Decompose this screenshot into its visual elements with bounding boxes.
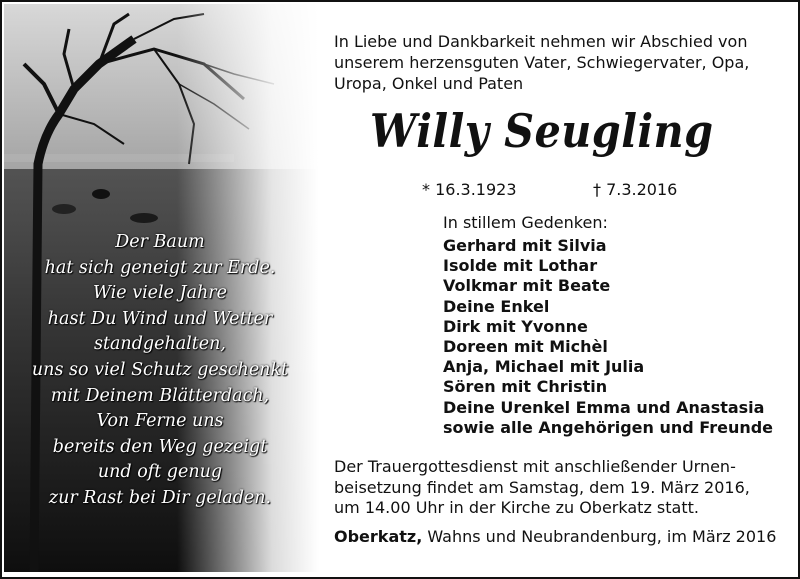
mourner-entry: Anja, Michael mit Julia bbox=[443, 357, 645, 377]
poem-line: hast Du Wind und Wetter bbox=[47, 308, 273, 329]
death-date: † 7.3.2016 bbox=[593, 180, 678, 199]
poem-line: standgehalten, bbox=[93, 334, 226, 355]
mourner-entry: Doreen mit Michèl bbox=[443, 337, 608, 357]
service-line: um 14.00 Uhr in der Kirche zu Oberkatz statt. bbox=[334, 498, 699, 517]
poem-line: Wie viele Jahre bbox=[93, 283, 227, 304]
mourner-entry: Gerhard mit Silvia bbox=[443, 236, 607, 255]
intro-line: In Liebe und Dankbarkeit nehmen wir Abschied von bbox=[334, 32, 748, 51]
service-info bbox=[334, 457, 770, 519]
poem-line: und oft genug bbox=[97, 462, 223, 483]
birth-date: * 16.3.1923 bbox=[422, 180, 517, 199]
poem-line: mit Deinem Blätterdach, bbox=[50, 385, 270, 406]
mourner-entry: Deine Urenkel Emma und Anastasia bbox=[443, 397, 765, 417]
mourner-entry: Isolde mit Lothar bbox=[443, 256, 598, 276]
poem-line: bereits den Weg gezeigt bbox=[52, 436, 268, 457]
mourner-entry: sowie alle Angehörigen und Freunde bbox=[443, 417, 774, 437]
mourner-entry: Sören mit Christin bbox=[443, 377, 608, 397]
mourners-list bbox=[443, 236, 773, 438]
service-line: beisetzung findet am Samstag, dem 19. März 2016, bbox=[334, 477, 750, 497]
poem-line: Der Baum bbox=[115, 232, 205, 252]
mourner-entry: Volkmar mit Beate bbox=[443, 276, 611, 296]
poem-line: hat sich geneigt zur Erde. bbox=[44, 257, 276, 278]
poem-line: Von Ferne uns bbox=[96, 411, 224, 432]
mourner-entry: Dirk mit Yvonne bbox=[443, 316, 588, 336]
poem-line: uns so viel Schutz geschenkt bbox=[31, 359, 289, 380]
intro-text bbox=[334, 31, 784, 94]
place-date-line bbox=[334, 527, 776, 546]
deceased-name: Willy Seugling bbox=[370, 104, 714, 158]
service-line: Der Trauergottesdienst mit anschließender Urnen- bbox=[334, 457, 736, 476]
place-detail: Wahns und Neubrandenburg, im März 2016 bbox=[422, 527, 777, 546]
intro-line: unserem herzensguten Vater, Schwiegervater, Opa, bbox=[334, 53, 750, 72]
poem-line: zur Rast bei Dir geladen. bbox=[48, 487, 272, 508]
mourner-entry: Deine Enkel bbox=[443, 296, 550, 316]
place-name: Oberkatz, bbox=[334, 527, 423, 546]
gedenken-heading: In stillem Gedenken: bbox=[443, 213, 608, 232]
intro-line: Uropa, Onkel und Paten bbox=[334, 74, 524, 93]
poem bbox=[14, 230, 306, 512]
